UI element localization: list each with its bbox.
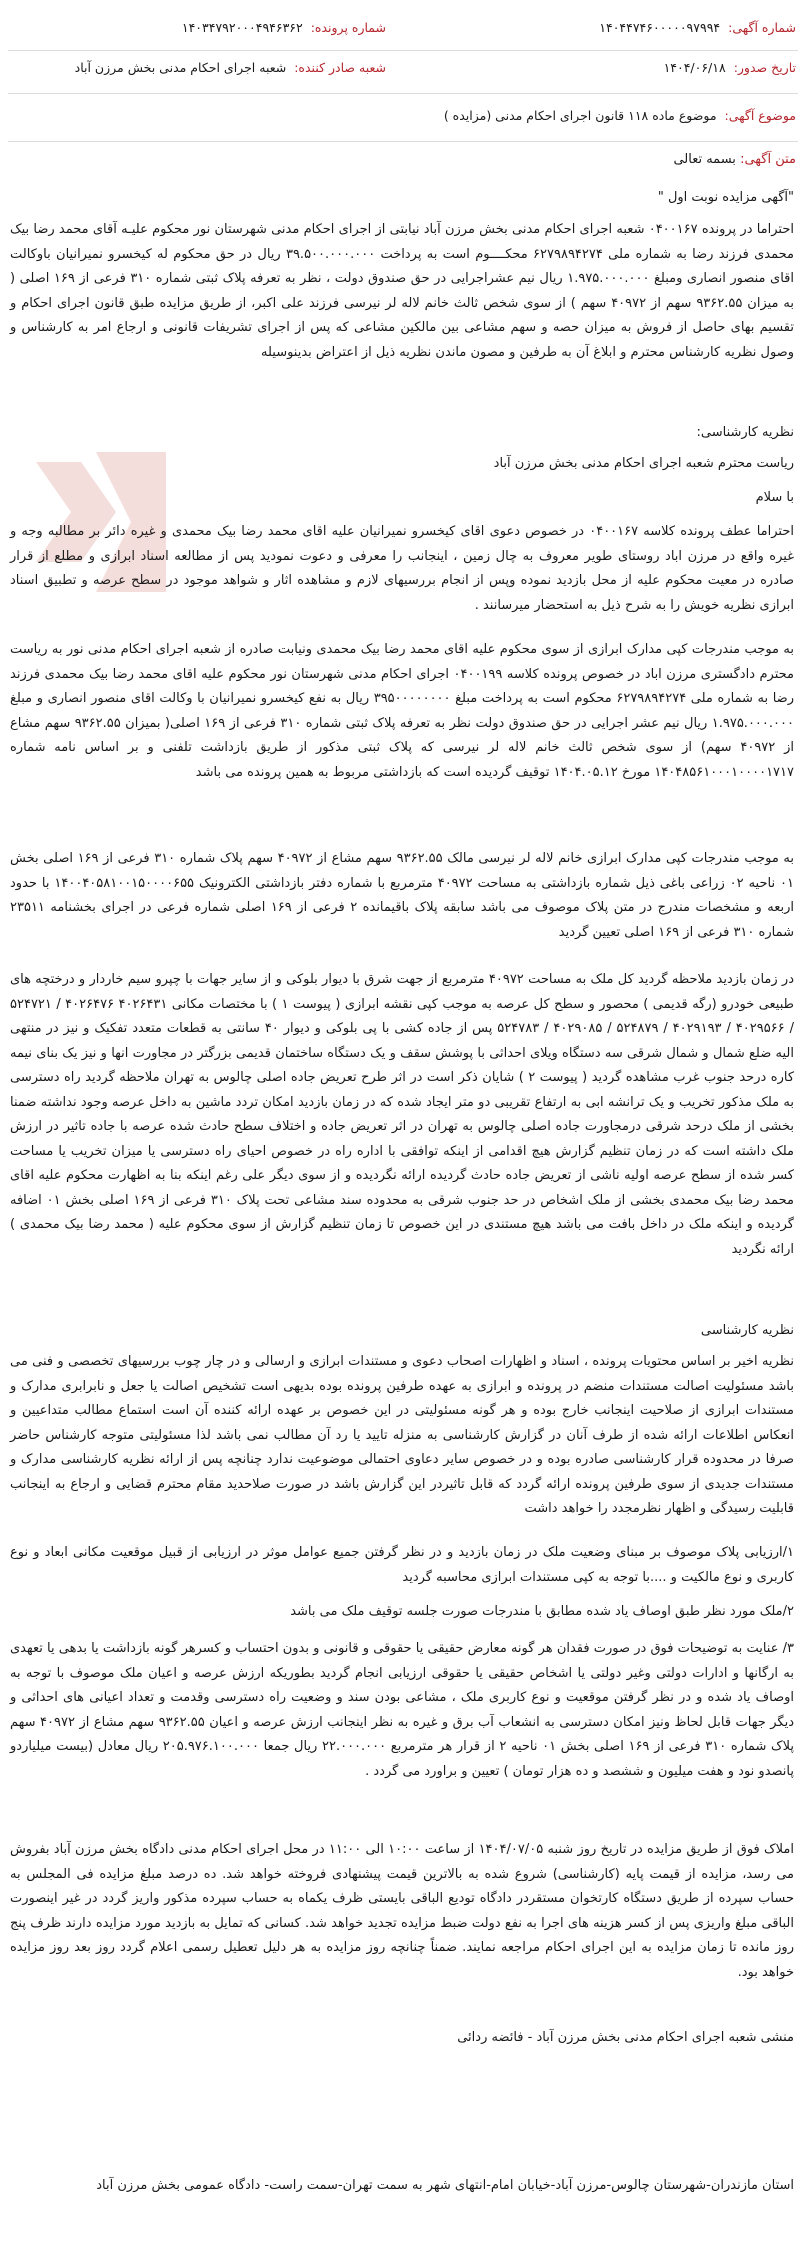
ad-number-label: شماره آگهی:	[728, 20, 796, 35]
paragraph-inspection: در زمان بازدید ملاحظه گردید کل ملک به مساحت ۴۰۹۷۲ مترمربع از جهت شرق با دیوار بلوکی و از سایر جهات با چپرو سیم خاردار و درختچه های طبیعی خودرو (رگه قدیمی ) محصور و سطح کل عرصه به موجب کپی نقشه ابرازی ( پیوست ۱ ) با مختصات مکانی ۴۰۲۶۴۳۱ ۴۰۲۶۴۷۶ / ۵۲۴۷۲۱ / ۴۰۲۹۵۶۶ / ۴۰۲۹۱۹۳ / ۵۲۴۸۷۹ / ۴۰۲۹۰۸۵ / ۵۲۴۷۸۳ پس از جاده کشی با پی بلوکی و دیوار ۴۰ سانتی به قطعات متعدد تفکیک و نیز در منتهی الیه ضلع شمال و شمال شرقی سه دستگاه ویلای احداثی با پوشش سقف و یک دستگاه ساختمان قدیمی بزرگتر در مجاورت انها و نیز یک بنای نیمه کاره درحد جنوب غرب مشاهده گردید ( پیوست ۲ ) شایان ذکر است در اثر طرح تعریض جاده اصلی چالوس به تهران ملاحظه گردید راه دسترسی به ملک مذکور تخریب و یک ترانشه ابی به ارتفاع تقریبی دو متر ایجاد شده که در زمان بازدید امکان تردد ماشین به داخل عرصه وجود نداشته ضمنا بخشی از ملک درحد شرقی درمجاورت جاده اصلی چالوس به تهران در اثر تعریض جاده و اختلاف سطح حادث شده عرصه با جاده تاثیر در ارزش ملک داشته است که در زمان تنظیم گزارش هیچ اقدامی از اینکه توافقی با اداره راه در خصوص احیای راه دسترسی یا میزان تخریب یا مساحت کسر شده از سطح عرصه اولیه ناشی از تعریض جاده حادث گردیده ارائه نگردیده و از سوی دیگر علی رغم اینکه بنا به اظهارت محکوم علیه اقای محمد رضا بیک محمدی بخشی از ملک اشخاص در حد جنوب شرقی به محدوده سند مشاعی تحت پلاک ۳۱۰ فرعی از ۱۶۹ اصلی بخش ۰۱ اضافه گردیده و اینکه ملک در داخل بافت می باشد هیچ مستندی در این خصوص تا زمان تنظیم گزارش از سوی محکوم علیه ( محمد رضا بیک محمدی ) ارائه نگردید	[10, 972, 795, 1257]
header-divider-2	[8, 93, 798, 94]
subject-label: موضوع آگهی:	[724, 108, 796, 123]
issuer: شعبه اجرای احکام مدنی بخش مرزن آباد	[74, 60, 287, 75]
subject-row	[444, 108, 796, 123]
case-number: ۱۴۰۳۴۷۹۲۰۰۰۴۹۴۶۳۶۲	[181, 20, 303, 35]
paragraph-ownership: به موجب مندرجات کپی مدارک ابرازی خانم لاله لر نیرسی مالک ۹۳۶۲.۵۵ سهم مشاع از ۴۰۹۷۲ سهم پلاک شماره ۳۱۰ فرعی از ۱۶۹ اصلی بخش ۰۱ ناحیه ۰۲ زراعی باغی ذیل شماره بازداشتی به مساحت ۴۰۹۷۲ مترمربع با شماره دفتر بازداشتی الکترونیک ۱۴۰۰۴۰۵۸۱۰۰۱۵۰۰۰۰۶۵۵ با حدود اربعه و مشخصات مندرج در متن پلاک موصوف می باشد سابقه پلاک باقیمانده ۲ فرعی از ۱۶۹ اصلی شماره فرعی در اجرای بخشنامه ۲۳۵۱۱ شماره ۳۱۰ فرعی از ۱۶۹ اصلی تعیین گردید	[10, 851, 794, 940]
header-divider-1	[8, 50, 798, 51]
expert-opinion-heading: نظریه کارشناسی:	[696, 425, 794, 440]
body-label: متن آگهی:	[740, 152, 796, 167]
subject-divider	[8, 141, 798, 142]
salutation-recipient: ریاست محترم شعبه اجرای احکام مدنی بخش مرزن آباد	[493, 456, 794, 471]
issue-date-row	[664, 60, 796, 75]
paragraph-disclaimer: نظریه اخیر بر اساس محتویات پرونده ، اسناد و اظهارات اصحاب دعوی و مستندات ابرازی و ارسالی و در چار چوب بررسیهای تخصصی و فنی می باشد مسئولیت اصالت مستندات منضم در پرونده و ابرازی به عهده طرفین پرونده بوده بدیهی است تشخیص اصالت یا جعل و نابرابری مدارک و مستندات ابرازی از صلاحیت اینجانب خارج بوده و هر گونه مسئولیتی در این خصوص بر عهده ارائه کننده آن است استماع مطالب متداعیین و انعکاس اطلاعات ارائه شده از طرف آنان در گزارش کارشناسی به منزله تایید یا رد آن مطالب نمی باشد لذا مسئولیتی متوجه کارشناس حاضر صرفا در محدوده قرار کارشناسی صادره بوده و در خصوص سایر دعاوی احتمالی موضوعیت ندارد چنانچه پس از ارائه نظریه کارشناسی مدارک و مستندات جدیدی از سوی طرفین پرونده ارائه گردد که قابل تاثیردر این گزارش باشد در صورت صلاحدید مقام محترم قضایی و ارجاع به اینجانب قابلیت رسیدگی و اظهار نظرمجدد را خواهد داشت	[10, 1354, 794, 1516]
bismillah: بسمه تعالی	[673, 152, 736, 167]
paragraph-intro: احتراما در پرونده ۰۴۰۰۱۶۷ شعبه اجرای احکام مدنی بخش مرزن آباد نیابتی از اجرای احکام مدنی شهرستان نور محکوم علیـه آقای محمد رضا بیک محمدی فرزند رضا به شماره ملی ۶۲۷۹۸۹۴۲۷۴ محکــــوم است به پرداخت ۳۹.۵۰۰.۰۰۰.۰۰۰ ریال در حق محکوم له کیخسرو نمیرانیان باوکالت اقای منصور انصاری ومبلغ ۱.۹۷۵.۰۰۰.۰۰۰ ریال نیم عشراجرایی در حق صندوق دولت ، نظر به تعرفه پلاک ثبتی شماره ۳۱۰ فرعی از ۱۶۹ اصلی ( به میزان ۹۳۶۲.۵۵ سهم از ۴۰۹۷۲ سهم ) از سوی شخص ثالث خانم لاله لر نیرسی فرزند علی اکبر، از طریق مزایده طبق قانون اجرای احکام و تقسیم بهای حاصل از فروش به میزان حصه و سهم مشاعی بین مالکین مشاعی که پس از اجرای تشریفات قانونی و ارجاع امر به کارشناس و وصول نظریه کارشناس محترم و ابلاغ آن به طرفین و مصون ماندن نظریه ذیل از اعتراض بدینوسیله	[10, 222, 795, 360]
paragraph-documents: به موجب مندرجات کپی مدارک ابرازی از سوی محکوم علیه اقای محمد رضا بیک محمدی ونیابت صادره از شعبه اجرای احکام مدنی نور به ریاست محترم دادگستری مرزن اباد در خصوص پرونده کلاسه ۰۴۰۰۱۹۹ اجرای احکام مدنی شهرستان نور محکوم علیه اقای محمد رضا بیک محمدی فرزند رضا به شماره ملی ۶۲۷۹۸۹۴۲۷۴ محکوم است به پرداخت مبلغ ۳۹۵۰۰۰۰۰۰۰۰ ریال به نفع کیخسرو نمیرانیان با وکالت اقای منصور انصاری و مبلغ ۱.۹۷۵.۰۰۰.۰۰۰ ریال نیم عشر اجرایی در حق صندوق دولت نظر به تعرفه پلاک ثبتی شماره ۳۱۰ فرعی از ۱۶۹ اصلی( بمیزان ۹۳۶۲.۵۵ سهم مشاع از ۴۰۹۷۲ سهم) از سوی شخص ثالث خانم لاله لر نیرسی که پلاک ثبتی مذکور از طریق بازداشت تلفنی و بر اساس نامه شماره ۱۴۰۴۸۵۶۱۰۰۰۱۰۰۰۰۱۷۱۷ مورخ ۱۴۰۴.۰۵.۱۲ توقیف گردیده است که بازداشتی مربوط به همین پرونده می باشد	[10, 642, 794, 780]
item-3-valuation: ۳/ عنایت به توضیحات فوق در صورت فقدان هر گونه معارض حقیقی یا حقوقی و قانونی و بدون احتساب و کسرهر گونه بازداشت یا بدهی یا تعهدی به ارگانها و ادارات دولتی وغیر دولتی یا اشخاص حقیقی یا حقوقی ارزیابی انجام گردید بطوریکه ارزش عرصه و اعیان ملک موصوف با توجه به اوصاف یاد شده و در نظر گرفتن موقعیت و نوع کاربری ملک ، مشاعی بودن سند و وضعیت راه دسترسی وقدمت و تعداد اعیانی های احداثی و دیگر جهات قابل لحاظ ونیز امکان دسترسی به انشعاب آب برق و غیره به نظر اینجانب ارزش عرصه و اعیان ۹۳۶۲.۵۵ سهم مشاع از ۴۰۹۷۲ سهم پلاک شماره ۳۱۰ فرعی از ۱۶۹ اصلی بخش ۰۱ ناحیه ۲ از قرار هر مترمربع ۲۲.۰۰۰.۰۰۰ ریال جمعا ۲۰۵.۹۷۶.۱۰۰.۰۰۰ ریال معادل (بیست میلیاردو پانصدو نود و هفت میلیون و ششصد و ده هزار تومان ) تعیین و براورد می گردد .	[10, 1641, 795, 1779]
issue-date: ۱۴۰۴/۰۶/۱۸	[663, 60, 726, 75]
item-1: ۱/ارزیابی پلاک موصوف بر مبنای وضعیت ملک در زمان بازدید و در نظر گرفتن جمیع عوامل موثر در ارزیابی از قبیل موقعیت مکانی ابعاد و نوع کاربری و نوع مالکیت و ....با توجه به کپی مستندات ابرازی محاسبه گردید	[10, 1545, 794, 1585]
issue-date-label: تاریخ صدور:	[733, 60, 796, 75]
body-label-row	[10, 148, 796, 173]
clerk-signature: منشی شعبه اجرای احکام مدنی بخش مرزن آباد - فائضه ردائی	[457, 2030, 794, 2045]
ad-number-row	[599, 20, 796, 35]
paragraph-referral: احتراما عطف پرونده کلاسه ۰۴۰۰۱۶۷ در خصوص دعوی اقای کیخسرو نمیرانیان علیه اقای محمد رضا بیک محمدی و غیره دائر بر مطالبه وجه و غیره واقع در مرزن اباد روستای طویر معروف به چال زمین ، اینجانب را معرفی و دعوت نمودید پس از مطالعه اسناد ابرازی و مطلع از قرار صادره در معیت محکوم علیه از محل بازدید نموده وپس از انجام بررسیهای لازم و مشاهده اثار و شواهد موجود در سطح عرصه و تطبیق اسناد ابرازی نظریه خویش را به شرح ذیل به استحضار میرسانند .	[10, 524, 794, 613]
case-number-label: شماره پرونده:	[310, 20, 386, 35]
issuer-label: شعبه صادر کننده:	[294, 60, 386, 75]
greeting: با سلام	[755, 490, 794, 505]
court-address: استان مازندران-شهرستان چالوس-مرزن آباد-خیابان امام-انتهای شهر به سمت تهران-سمت راست- دادگاه عمومی بخش مرزن آباد	[96, 2178, 794, 2193]
ad-number: ۱۴۰۴۴۷۴۶۰۰۰۰۰۹۷۹۹۴	[599, 20, 721, 35]
subject-value: موضوع ماده ۱۱۸ قانون اجرای احکام مدنی (مزایده )	[443, 108, 717, 123]
expert-opinion-heading-2: نظریه کارشناسی	[700, 1323, 794, 1338]
auction-terms: املاک فوق از طریق مزایده در تاریخ روز شنبه ۱۴۰۴/۰۷/۰۵ از ساعت ۱۰:۰۰ الی ۱۱:۰۰ در محل اجرای احکام مدنی دادگاه بخش مرزن آباد بفروش می رسد، مزایده از قیمت پایه (کارشناسی) شروع شده به بالاترین قیمت پیشنهادی فروخته خواهد شد. ده درصد مبلغ مزایده فی المجلس به حساب سپرده از طریق دستگاه کارتخوان مستقردر دادگاه تودیع الباقی بایستی ظرف یکماه به حساب سپرده مذکور واریز گردد در غیر اینصورت الباقی مبلغ واریزی پس از کسر هزینه های اجرا به نفع دولت ضبط مزایده تجدید خواهد شد. کسانی که تمایل به بازدید مورد مزایده دارند ظرف پنج روز مانده تا زمان مزایده به این اجرای احکام مراجعه نمایند. ضمناً چنانچه روز مزایده به هر دلیل تعطیل رسمی اعلام گردد روز بعد روز مزایده خواهد بود.	[10, 1842, 794, 1980]
item-2: ۲/ملک مورد نظر طبق اوصاف یاد شده مطابق با مندرجات صورت جلسه توقیف ملک می باشد	[290, 1604, 794, 1619]
notice-title: "آگهی مزایده نوبت اول "	[657, 190, 794, 205]
issuer-row	[75, 60, 386, 75]
case-number-row	[182, 20, 386, 35]
